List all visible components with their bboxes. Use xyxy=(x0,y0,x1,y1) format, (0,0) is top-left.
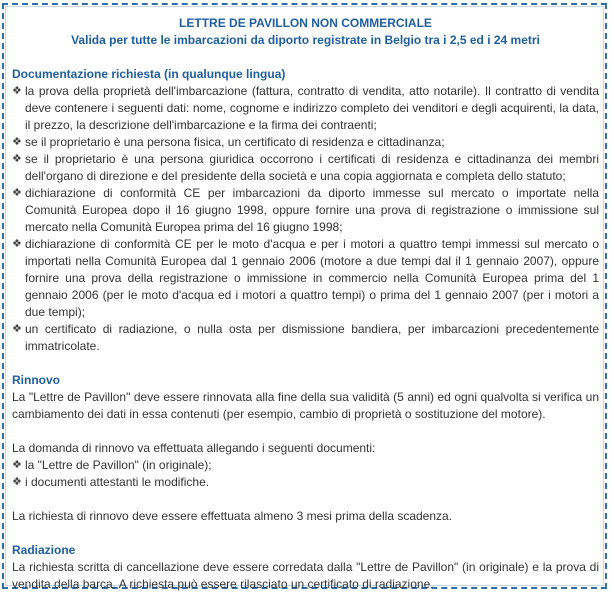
list-item: ❖ la prova della proprietà dell'imbarcazione (fattura, contratto di vendita, atto notarile). Il contratto di vendita deve contenere i seguenti dati: nome, cognome e indirizzo completo dei venditori e degli acquirenti, la data, il prezzo, la descrizione dell'imbarcazione e la firma dei contraenti; xyxy=(12,84,599,132)
list-item: ❖ dichiarazione di conformità CE per imbarcazioni da diporto immesse sul mercato o importate nella Comunità Europea dopo il 16 giugno 1998, oppure fornire una prova di registrazione o immissione sul mercato nella Comunità Europea prima del 16 giugno 1998; xyxy=(12,186,599,234)
section-heading-documentation: Documentazione richiesta (in qualunque lingua) xyxy=(12,67,286,81)
document-content xyxy=(12,15,599,593)
documentation-list xyxy=(12,83,599,355)
diamond-bullet-icon: ❖ xyxy=(12,238,22,250)
diamond-bullet-icon: ❖ xyxy=(12,323,22,335)
document-subtitle: Valida per tutte le imbarcazioni da diporto registrate in Belgio tra i 2,5 ed i 24 metri xyxy=(71,33,540,47)
section-heading-renewal: Rinnovo xyxy=(12,373,60,387)
section-heading-cancellation: Radiazione xyxy=(12,543,76,557)
renewal-deadline-note: La richiesta di rinnovo deve essere effettuata almeno 3 mesi prima della scadenza. xyxy=(12,509,453,523)
diamond-bullet-icon: ❖ xyxy=(12,85,22,97)
document-title: LETTRE DE PAVILLON NON COMMERCIALE xyxy=(179,16,432,30)
diamond-bullet-icon: ❖ xyxy=(12,459,22,471)
diamond-bullet-icon: ❖ xyxy=(12,136,22,148)
list-item: ❖ dichiarazione di conformità CE per le moto d'acqua e per i motori a quattro tempi immessi sul mercato o importati nella Comunità Europea dal 1 gennaio 2006 (motore a due tempi dal il 1 gennaio 2007), oppure fornire una prova della registrazione o immissione in commercio nella Comunità Europea prima del 1 gennaio 2006 (per le moto d'acqua ed i motori a quattro tempi) o prima del 1 gennaio 2007 (per i motori a due tempi); xyxy=(12,237,599,319)
cancellation-paragraph: La richiesta scritta di cancellazione deve essere corredata dalla "Lettre de Pavillon" (in originale) e la prova di vendita della barca. A richiesta può essere rilasciato un certificato di radiazione. xyxy=(12,560,599,591)
list-item: ❖ la "Lettre de Pavillon" (in originale); xyxy=(12,458,212,472)
document-frame xyxy=(2,3,607,589)
renewal-paragraph: La "Lettre de Pavillon" deve essere rinnovata alla fine della sua validità (5 anni) ed ogni qualvolta si verifica un cambiamento dei dati in essa contenuti (per esempio, cambio di proprietà o sostituzione del motore). xyxy=(12,390,599,421)
renewal-list xyxy=(12,457,599,491)
list-item: ❖ se il proprietario è una persona fisica, un certificato di residenza e cittadinanza; xyxy=(12,135,445,149)
list-item: ❖ un certificato di radiazione, o nulla osta per dismissione bandiera, per imbarcazioni precedentemente immatricolate. xyxy=(12,322,599,353)
diamond-bullet-icon: ❖ xyxy=(12,153,22,165)
diamond-bullet-icon: ❖ xyxy=(12,476,22,488)
diamond-bullet-icon: ❖ xyxy=(12,187,22,199)
list-item: ❖ i documenti attestanti le modifiche. xyxy=(12,475,210,489)
list-item: ❖ se il proprietario è una persona giuridica occorrono i certificati di residenza e cittadinanza dei membri dell'organo di direzione e del presidente della società e una copia aggiornata e completa dello statuto; xyxy=(12,152,599,183)
renewal-documents-intro: La domanda di rinnovo va effettuata allegando i seguenti documenti: xyxy=(12,441,376,455)
